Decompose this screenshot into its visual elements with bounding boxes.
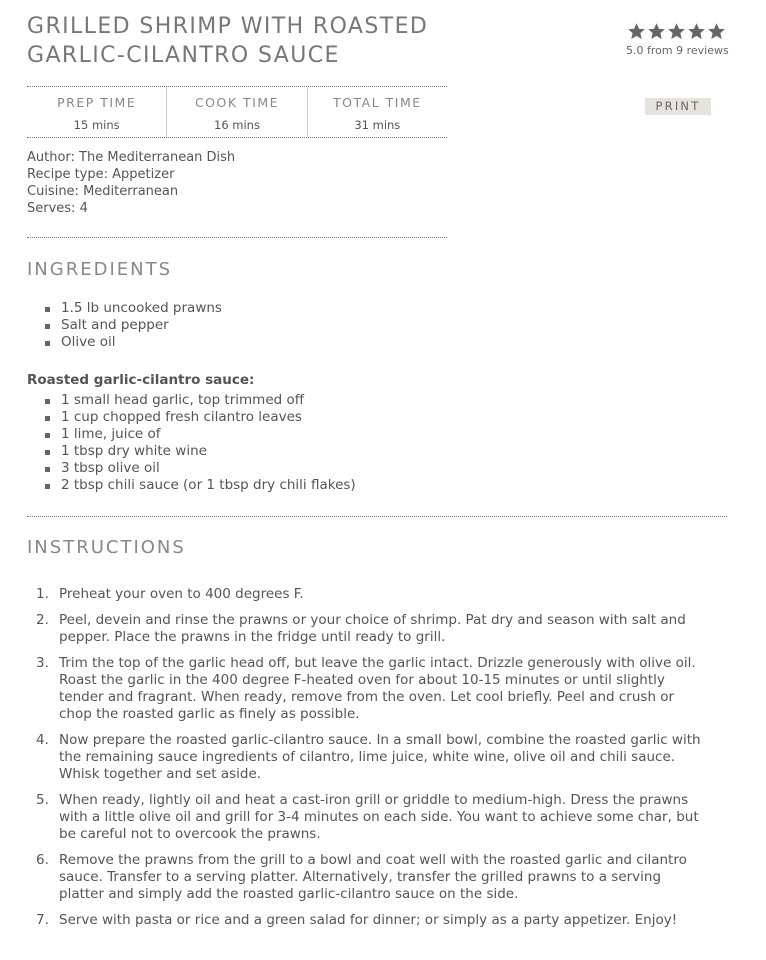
- instruction-step: [27, 612, 707, 646]
- ingredient-item: 3 tbsp olive oil: [27, 460, 356, 477]
- star-icon[interactable]: [667, 22, 686, 41]
- ingredient-item: Salt and pepper: [27, 317, 222, 334]
- rating-summary: 5.0 from 9 reviews: [626, 44, 729, 57]
- ingredient-item: 1 lime, juice of: [27, 426, 356, 443]
- star-icon[interactable]: [627, 22, 646, 41]
- ingredient-item: 1 cup chopped fresh cilantro leaves: [27, 409, 356, 426]
- instruction-list: [27, 586, 707, 938]
- step-number: 3.: [36, 655, 49, 671]
- ingredient-item: Olive oil: [27, 334, 222, 351]
- step-text: Preheat your oven to 400 degrees F.: [59, 586, 304, 602]
- cook-time-value: 16 mins: [214, 118, 260, 132]
- cook-time: [166, 87, 306, 137]
- meta-divider: [27, 237, 447, 238]
- step-number: 4.: [36, 732, 49, 748]
- ingredient-item: 2 tbsp chili sauce (or 1 tbsp dry chili flakes): [27, 477, 356, 494]
- prep-time-label: PREP TIME: [57, 95, 137, 110]
- step-number: 7.: [36, 912, 49, 928]
- step-text: Now prepare the roasted garlic-cilantro sauce. In a small bowl, combine the roasted garlic with the remaining sauce ingredients of cilantro, lime juice, white wine, olive oil and chili sauce. Whisk together and set aside.: [59, 732, 701, 782]
- instruction-step: [27, 586, 707, 603]
- step-text: When ready, lightly oil and heat a cast-iron grill or griddle to medium-high. Dress the prawns with a little olive oil and grill for 3-4 minutes on each side. You want to achieve some char, but be careful not to overcook the prawns.: [59, 792, 699, 842]
- meta-cuisine: Cuisine: Mediterranean: [27, 184, 179, 199]
- instruction-step: [27, 732, 707, 783]
- star-icon[interactable]: [647, 22, 666, 41]
- step-text: Remove the prawns from the grill to a bowl and coat well with the roasted garlic and cilantro sauce. Transfer to a serving platter. Alternatively, transfer the grilled prawns to a serving platter and simply add the roasted garlic-cilantro sauce on the side.: [59, 852, 687, 902]
- step-number: 2.: [36, 612, 49, 628]
- step-number: 1.: [36, 586, 49, 602]
- ingredient-item: 1 small head garlic, top trimmed off: [27, 392, 356, 409]
- instruction-step: [27, 792, 707, 843]
- step-number: 5.: [36, 792, 49, 808]
- step-text: Peel, devein and rinse the prawns or your choice of shrimp. Pat dry and season with salt and pepper. Place the prawns in the fridge until ready to grill.: [59, 612, 686, 645]
- sauce-subheading: Roasted garlic-cilantro sauce:: [27, 372, 255, 388]
- star-icon[interactable]: [707, 22, 726, 41]
- recipe-meta: [27, 149, 235, 217]
- instruction-step: [27, 655, 707, 723]
- meta-author: Author: The Mediterranean Dish: [27, 150, 236, 165]
- instruction-step: [27, 912, 707, 929]
- ingredients-divider: [27, 516, 727, 517]
- total-time-label: TOTAL TIME: [333, 95, 422, 110]
- ingredient-item: 1 tbsp dry white wine: [27, 443, 356, 460]
- ingredient-item: 1.5 lb uncooked prawns: [27, 300, 222, 317]
- recipe-rating: [626, 22, 730, 57]
- step-number: 6.: [36, 852, 49, 868]
- cook-time-label: COOK TIME: [194, 95, 280, 110]
- ingredient-list: [27, 300, 222, 351]
- sauce-ingredient-list: [27, 392, 356, 494]
- total-time: [307, 87, 447, 137]
- prep-time: [27, 87, 166, 137]
- recipe-title: GRILLED SHRIMP WITH ROASTED GARLIC-CILANTRO SAUCE: [27, 14, 429, 68]
- ingredients-heading: INGREDIENTS: [27, 259, 173, 280]
- print-button[interactable]: PRINT: [645, 98, 711, 115]
- meta-recipe-type: Recipe type: Appetizer: [27, 167, 175, 182]
- step-text: Trim the top of the garlic head off, but leave the garlic intact. Drizzle generously with olive oil. Roast the garlic in the 400 degree F-heated oven for about 10-15 minutes or until slightly tender and fragrant. When ready, remove from the oven. Let cool briefly. Peel and crush or chop the roasted garlic as finely as possible.: [59, 655, 696, 722]
- total-time-value: 31 mins: [354, 118, 401, 132]
- instructions-heading: INSTRUCTIONS: [27, 537, 186, 558]
- step-text: Serve with pasta or rice and a green salad for dinner; or simply as a party appetizer. Enjoy!: [59, 912, 678, 928]
- prep-time-value: 15 mins: [73, 118, 120, 132]
- star-icon[interactable]: [687, 22, 706, 41]
- meta-serves: Serves: 4: [27, 201, 88, 216]
- instruction-step: [27, 852, 707, 903]
- rating-stars[interactable]: [627, 22, 730, 41]
- recipe-times: [27, 86, 447, 138]
